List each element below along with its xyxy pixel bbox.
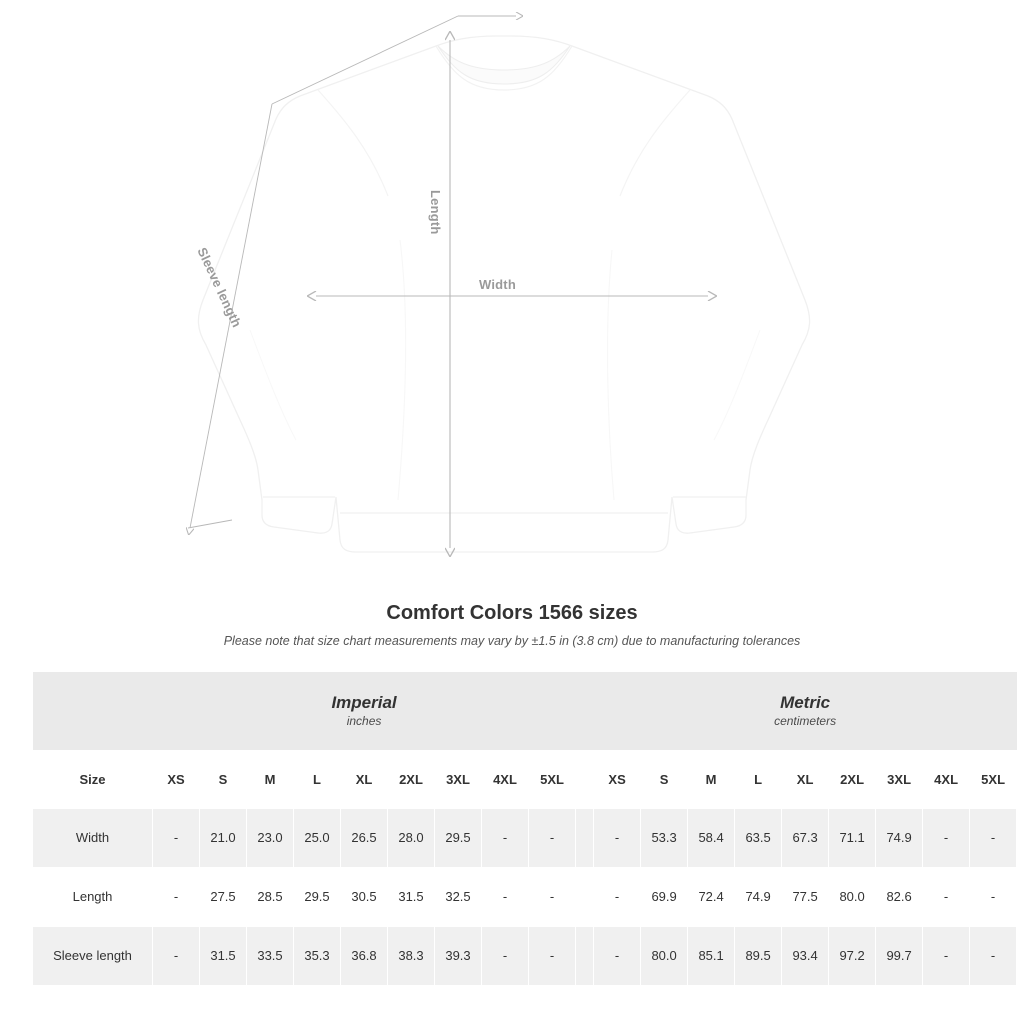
length-row-gap bbox=[576, 867, 594, 926]
width-imperial-5xl: - bbox=[529, 808, 576, 867]
system-name-imperial: Imperial bbox=[331, 692, 397, 712]
sleeve-metric-m: 85.1 bbox=[688, 926, 735, 985]
width-imperial-4xl: - bbox=[482, 808, 529, 867]
length-imperial-5xl: - bbox=[529, 867, 576, 926]
length-imperial-2xl: 31.5 bbox=[388, 867, 435, 926]
width-metric-m: 58.4 bbox=[688, 808, 735, 867]
sleeve-metric-3xl: 99.7 bbox=[876, 926, 923, 985]
size-header-gap bbox=[576, 750, 594, 808]
size-header-imperial-l: L bbox=[294, 750, 341, 808]
sleeve-row-gap bbox=[576, 926, 594, 985]
size-header-row bbox=[33, 750, 1017, 808]
sleeve-imperial-3xl: 39.3 bbox=[435, 926, 482, 985]
row-label-width: Width bbox=[33, 808, 153, 867]
sleeve-metric-s: 80.0 bbox=[641, 926, 688, 985]
width-imperial-3xl: 29.5 bbox=[435, 808, 482, 867]
length-metric-s: 69.9 bbox=[641, 867, 688, 926]
length-metric-3xl: 82.6 bbox=[876, 867, 923, 926]
system-header-spacer-left bbox=[33, 672, 153, 750]
system-header-gap bbox=[576, 672, 594, 750]
size-header-metric-xs: XS bbox=[594, 750, 641, 808]
width-imperial-l: 25.0 bbox=[294, 808, 341, 867]
width-metric-2xl: 71.1 bbox=[829, 808, 876, 867]
size-header-imperial-2xl: 2XL bbox=[388, 750, 435, 808]
sleeve-imperial-s: 31.5 bbox=[200, 926, 247, 985]
size-header-metric-4xl: 4XL bbox=[923, 750, 970, 808]
size-header-label: Size bbox=[33, 750, 153, 808]
size-header-imperial-s: S bbox=[200, 750, 247, 808]
length-imperial-4xl: - bbox=[482, 867, 529, 926]
length-imperial-l: 29.5 bbox=[294, 867, 341, 926]
size-header-metric-m: M bbox=[688, 750, 735, 808]
table-row bbox=[33, 926, 1017, 985]
row-label-length: Length bbox=[33, 867, 153, 926]
size-header-metric-xl: XL bbox=[782, 750, 829, 808]
length-imperial-xl: 30.5 bbox=[341, 867, 388, 926]
sleeve-imperial-2xl: 38.3 bbox=[388, 926, 435, 985]
width-imperial-xl: 26.5 bbox=[341, 808, 388, 867]
size-table bbox=[32, 672, 1017, 986]
sleeve-metric-5xl: - bbox=[970, 926, 1017, 985]
sleeve-metric-4xl: - bbox=[923, 926, 970, 985]
size-header-metric-s: S bbox=[641, 750, 688, 808]
width-metric-xs: - bbox=[594, 808, 641, 867]
system-name-metric: Metric bbox=[780, 692, 831, 712]
size-header-imperial-4xl: 4XL bbox=[482, 750, 529, 808]
size-header-metric-2xl: 2XL bbox=[829, 750, 876, 808]
sleeve-metric-xl: 93.4 bbox=[782, 926, 829, 985]
sleeve-imperial-m: 33.5 bbox=[247, 926, 294, 985]
length-metric-l: 74.9 bbox=[735, 867, 782, 926]
system-header-row bbox=[33, 672, 1017, 750]
tolerance-note: Please note that size chart measurements may vary by ±1.5 in (3.8 cm) due to manufacturing tolerances bbox=[223, 634, 801, 648]
sleeve-metric-xs: - bbox=[594, 926, 641, 985]
length-imperial-xs: - bbox=[153, 867, 200, 926]
row-label-sleeve-length: Sleeve length bbox=[33, 926, 153, 985]
system-header-imperial bbox=[153, 672, 576, 750]
width-imperial-xs: - bbox=[153, 808, 200, 867]
sleeve-imperial-xl: 36.8 bbox=[341, 926, 388, 985]
size-header-imperial-xs: XS bbox=[153, 750, 200, 808]
length-metric-xs: - bbox=[594, 867, 641, 926]
width-imperial-s: 21.0 bbox=[200, 808, 247, 867]
table-row bbox=[33, 808, 1017, 867]
width-dimension-label: Width bbox=[479, 277, 516, 292]
size-header-imperial-xl: XL bbox=[341, 750, 388, 808]
size-header-metric-5xl: 5XL bbox=[970, 750, 1017, 808]
length-imperial-3xl: 32.5 bbox=[435, 867, 482, 926]
length-metric-5xl: - bbox=[970, 867, 1017, 926]
size-header-imperial-3xl: 3XL bbox=[435, 750, 482, 808]
table-row bbox=[33, 867, 1017, 926]
length-imperial-m: 28.5 bbox=[247, 867, 294, 926]
system-unit-metric: centimeters bbox=[774, 713, 837, 728]
size-header-imperial-m: M bbox=[247, 750, 294, 808]
width-imperial-m: 23.0 bbox=[247, 808, 294, 867]
length-metric-xl: 77.5 bbox=[782, 867, 829, 926]
size-table-container bbox=[32, 672, 1006, 986]
length-metric-4xl: - bbox=[923, 867, 970, 926]
sleeve-metric-2xl: 97.2 bbox=[829, 926, 876, 985]
length-imperial-s: 27.5 bbox=[200, 867, 247, 926]
size-header-metric-l: L bbox=[735, 750, 782, 808]
size-header-metric-3xl: 3XL bbox=[876, 750, 923, 808]
width-imperial-2xl: 28.0 bbox=[388, 808, 435, 867]
width-metric-5xl: - bbox=[970, 808, 1017, 867]
system-header-metric bbox=[594, 672, 1017, 750]
length-dimension-label: Length bbox=[428, 190, 443, 235]
sweatshirt-shape bbox=[198, 36, 809, 552]
width-metric-s: 53.3 bbox=[641, 808, 688, 867]
sleeve-metric-l: 89.5 bbox=[735, 926, 782, 985]
width-metric-3xl: 74.9 bbox=[876, 808, 923, 867]
width-row-gap bbox=[576, 808, 594, 867]
sleeve-imperial-5xl: - bbox=[529, 926, 576, 985]
width-metric-4xl: - bbox=[923, 808, 970, 867]
sleeve-imperial-4xl: - bbox=[482, 926, 529, 985]
length-metric-2xl: 80.0 bbox=[829, 867, 876, 926]
sleeve-imperial-xs: - bbox=[153, 926, 200, 985]
system-unit-imperial: inches bbox=[346, 713, 382, 728]
sleeve-length-dimension-label: Sleeve length bbox=[194, 245, 245, 330]
width-metric-xl: 67.3 bbox=[782, 808, 829, 867]
length-metric-m: 72.4 bbox=[688, 867, 735, 926]
sleeve-imperial-l: 35.3 bbox=[294, 926, 341, 985]
size-header-imperial-5xl: 5XL bbox=[529, 750, 576, 808]
page-title: Comfort Colors 1566 sizes bbox=[386, 602, 638, 624]
width-metric-l: 63.5 bbox=[735, 808, 782, 867]
